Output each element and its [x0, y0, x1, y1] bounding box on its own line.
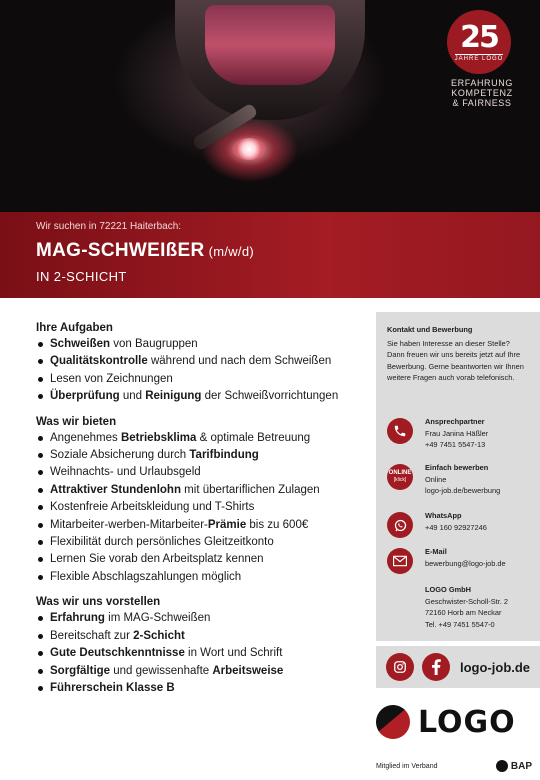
company-street: Geschwister-Scholl-Str. 2: [425, 596, 508, 606]
email-value[interactable]: bewerbung@logo-job.de: [425, 558, 506, 568]
section-heading: Was wir bieten: [36, 415, 117, 428]
list-item: Kostenfreie Arbeitskleidung und T-Shirts: [36, 499, 366, 516]
list-item: Angenehmes Betriebsklima & optimale Betreuung: [36, 430, 366, 447]
section-expect: [36, 596, 366, 697]
welding-spark: [232, 138, 266, 160]
company-name: LOGO GmbH: [425, 585, 471, 594]
badge-sub: JAHRE LOGO: [454, 55, 504, 62]
email-label: E-Mail: [425, 547, 447, 556]
tagline-line-1: ERFAHRUNG: [451, 78, 513, 88]
list-item: Erfahrung im MAG-Schweißen: [36, 610, 366, 627]
instagram-icon[interactable]: [386, 653, 414, 681]
list-item: Lernen Sie vorab den Arbeitsplatz kennen: [36, 551, 366, 568]
whatsapp-label: WhatsApp: [425, 511, 462, 520]
list-item: Bereitschaft zur 2-Schicht: [36, 628, 366, 645]
bap-mark-icon: [496, 760, 508, 772]
apply-online: Online: [425, 474, 447, 484]
footer: [376, 760, 536, 772]
tagline-line-2: KOMPETENZ: [451, 88, 513, 98]
shift-info: IN 2-SCHICHT: [36, 269, 127, 284]
list-item: Überprüfung und Reinigung der Schweißvorrichtungen: [36, 388, 366, 405]
logo-mark-icon: [371, 700, 415, 744]
apply-url[interactable]: logo-job.de/bewerbung: [425, 486, 501, 495]
list-item: Flexibilität durch persönliches Gleitzeitkonto: [36, 534, 366, 551]
section-offer: [36, 416, 366, 587]
whatsapp-icon[interactable]: [387, 512, 413, 538]
logo-wordmark: LOGO: [418, 704, 516, 740]
facebook-icon[interactable]: [422, 653, 450, 681]
job-title-text: MAG-SCHWEIßER: [36, 240, 205, 261]
list-item: Sorgfältige und gewissenhafte Arbeitsweise: [36, 663, 366, 680]
whatsapp-number[interactable]: +49 160 92927246: [425, 522, 487, 532]
social-bar: [376, 646, 540, 688]
company-logo: [376, 700, 536, 744]
list-item: Flexible Abschlagszahlungen möglich: [36, 569, 366, 586]
mail-icon[interactable]: [387, 548, 413, 574]
contact-person-label: Ansprechpartner: [425, 417, 485, 426]
list-item: Attraktiver Stundenlohn mit übertariflichen Zulagen: [36, 482, 366, 499]
bap-logo: BAP: [496, 760, 532, 772]
hero-image: [0, 0, 540, 212]
list-item: Mitarbeiter-werben-Mitarbeiter-Prämie bis zu 600€: [36, 517, 366, 534]
list-item: Schweißen von Baugruppen: [36, 336, 366, 353]
section-tasks: [36, 322, 366, 406]
gender-suffix: (m/w/d): [208, 244, 254, 259]
job-title-band: [0, 212, 540, 298]
section-heading: Ihre Aufgaben: [36, 322, 113, 334]
contact-person-phone[interactable]: +49 7451 5547-13: [425, 440, 486, 449]
badge-number: 25: [460, 19, 498, 55]
list-item: Weihnachts- und Urlaubsgeld: [36, 464, 366, 481]
list-item: Soziale Absicherung durch Tarifbindung: [36, 447, 366, 464]
section-heading: Was wir uns vorstellen: [36, 596, 161, 609]
welder-visor: [205, 5, 335, 85]
list-item: Lesen von Zeichnungen: [36, 371, 366, 388]
website-link[interactable]: logo-job.de: [460, 659, 531, 675]
member-text: Mitglied im Verband: [376, 762, 438, 770]
online-apply-icon[interactable]: ONLINE [klick]: [387, 464, 413, 490]
job-title: [36, 240, 504, 262]
company-city: 72160 Horb am Neckar: [425, 608, 502, 617]
list-item: Führerschein Klasse B: [36, 680, 366, 697]
intro-text: Wir suchen in 72221 Haiterbach:: [36, 221, 182, 232]
tagline-line-3: & FAIRNESS: [452, 98, 512, 108]
panel-lead-text: Sie haben Interesse an dieser Stelle? Dann freuen wir uns bereits jetzt auf Ihre Bewerbung. Gerne beantworten wir Ihnen weitere Fragen auch vorab telefonisch.: [387, 338, 524, 382]
anniversary-badge: [447, 10, 511, 74]
job-details: [36, 322, 366, 707]
apply-label: Einfach bewerben: [425, 463, 489, 472]
list-item: Gute Deutschkenntnisse in Wort und Schrift: [36, 645, 366, 662]
tagline: [442, 78, 522, 108]
company-tel[interactable]: Tel. +49 7451 5547-0: [425, 619, 495, 629]
phone-icon: [387, 418, 413, 444]
contact-person-name: Frau Janina Häßler: [425, 428, 489, 438]
contact-panel: [376, 312, 540, 641]
panel-heading: Kontakt und Bewerbung: [387, 325, 473, 334]
list-item: Qualitätskontrolle während und nach dem Schweißen: [36, 353, 366, 370]
